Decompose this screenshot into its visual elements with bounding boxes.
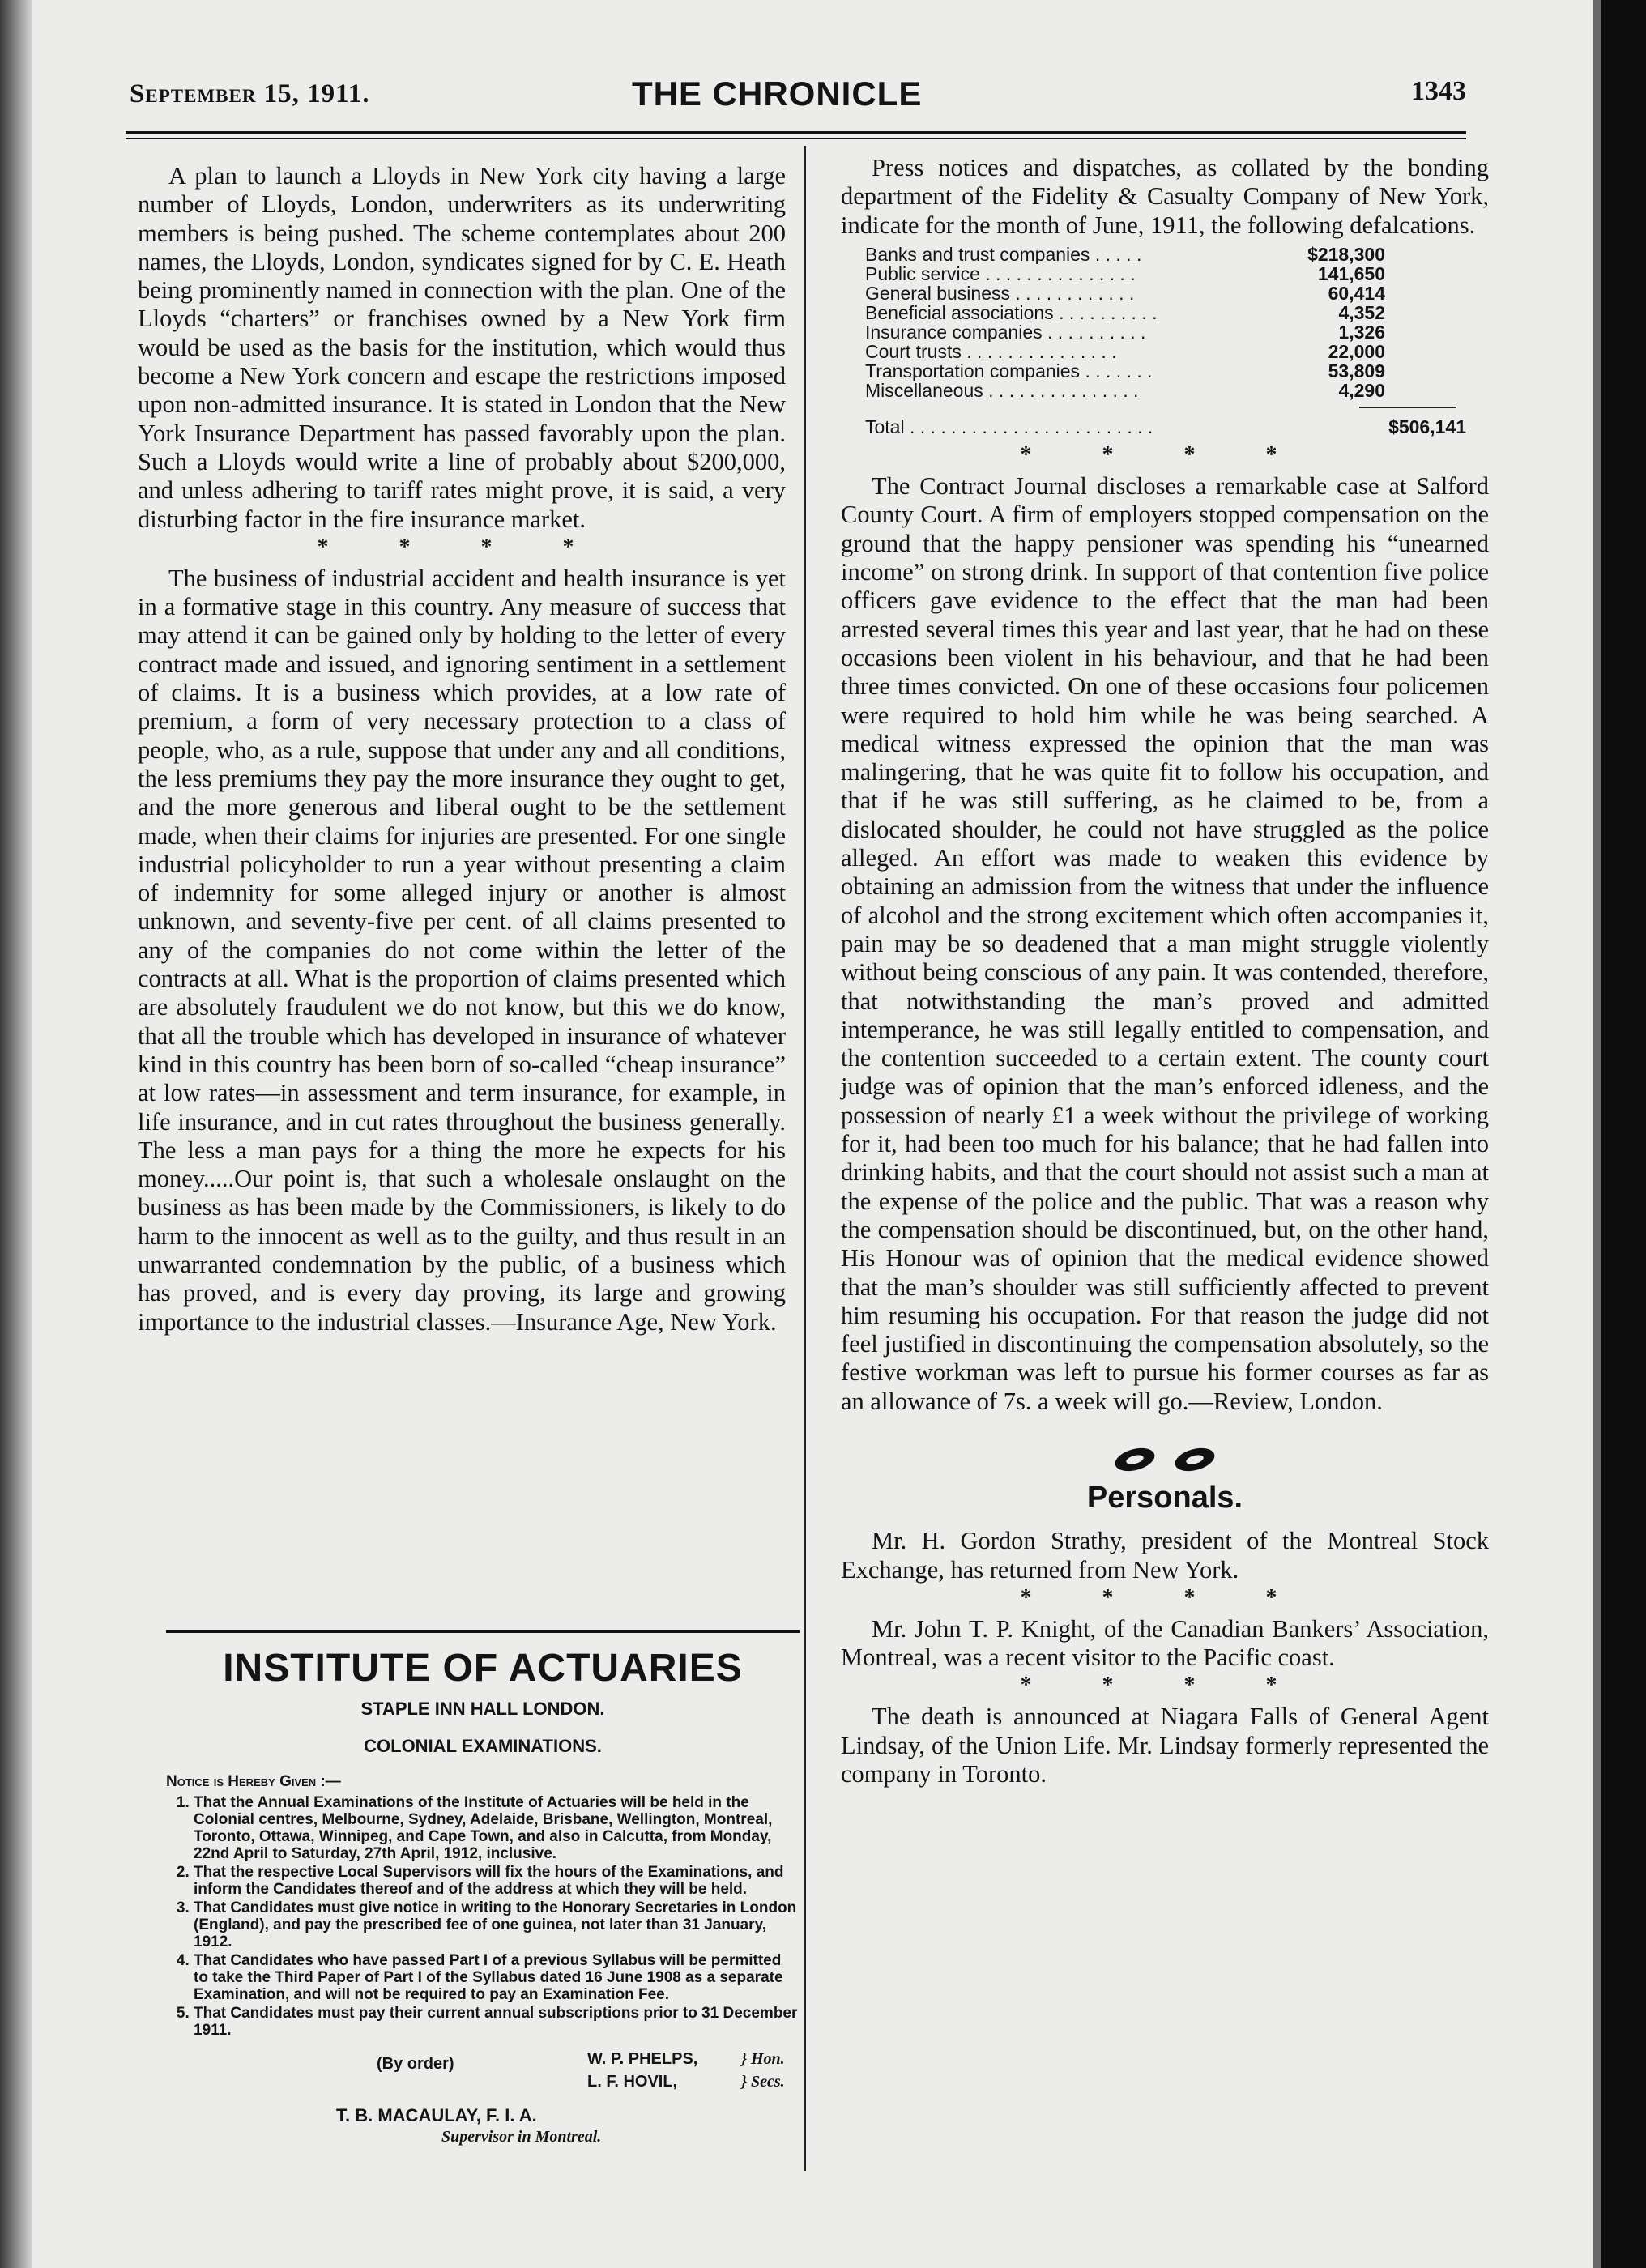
ad-notice-item: 2. That the respective Local Supervisors will fix the hours of the Examinations, and inform the Candidates thereof and of the address at which they will be held. <box>194 1864 800 1898</box>
total-amount: $506,141 <box>1388 416 1466 437</box>
defalcations-table <box>865 245 1385 400</box>
row-label: Insurance companies . . . . . . . . . . <box>865 322 1146 342</box>
advertisement-border <box>166 1630 800 1633</box>
row-amount: $218,300 <box>1307 243 1385 265</box>
industrial-insurance-article: The business of industrial accident and health insurance is yet in a formative stage in this country. Any measure of success that may attend it can be gained only by holding to the letter of every contract made and issued, and ignoring sentiment in a settlement of claims. It is a business which provides, at a low rate of premium, a form of very necessary protection to a class of people, who, as a rule, suppose that under any and all conditions, the less premiums they pay the more insurance they ought to get, and the more generous and liberal ought to be the settlement made, when their claims for injuries are presented. For one single industrial policyholder to run a year without presenting a claim of indemnity for some alleged injury or another is almost unknown, and seventy-five per cent. of all claims presented to any of the companies do not come within the letter of the contracts at all. What is the proportion of claims presented which are absolutely fraudulent we do not know, but this we do know, that all the trouble which has developed in insurance of whatever kind in this country has been born of so-called “cheap insurance” at low rates—in assessment and term insurance, for example, in life insurance, and in cut rates throughout the business generally. The less a man pays for a thing the more he expects for his money.....Our point is, that such a wholesale onslaught on the business as has been made by the Commissioners, is likely to do harm to the innocent as well as to the guilty, and thus result in an unwarranted condemnation by the public, of a business which has proved, and is every day proving, its large and growing importance to the industrial classes.—Insurance Age, New York. <box>138 564 786 1336</box>
ad-notice-list <box>166 1794 800 2039</box>
row-amount: 60,414 <box>1328 282 1385 304</box>
ornament-leaf-icon <box>1112 1444 1157 1475</box>
defalcations-intro: Press notices and dispatches, as collated by the bonding department of the Fidelity & Casualty Company of New York, indicate for the month of June, 1911, the following defalcations. <box>841 154 1489 239</box>
row-label: Transportation companies . . . . . . . <box>865 360 1153 381</box>
signer-hovil: L. F. HOVIL, <box>587 2073 678 2091</box>
page-header <box>130 71 1466 120</box>
row-amount: 4,290 <box>1338 379 1385 401</box>
column-divider <box>804 146 806 2171</box>
ad-subtitle-location: STAPLE INN HALL LONDON. <box>360 1699 605 1719</box>
ornament-leaf-icon <box>1172 1444 1217 1475</box>
section-separator: * * * * <box>1020 1584 1310 1610</box>
row-amount: 53,809 <box>1328 360 1385 382</box>
row-label: Beneficial associations . . . . . . . . . . <box>865 302 1158 322</box>
supervisor-title: Supervisor in Montreal. <box>441 2128 602 2146</box>
publication-title: THE CHRONICLE <box>632 75 923 113</box>
actuaries-advertisement <box>166 1639 800 2146</box>
ad-notice-item: 4. That Candidates who have passed Part I of a previous Syllabus will be permitted to take the Third Paper of Part I of the Syllabus dated 16 June 1908 as a separate Examination, and will not be required to pay an Examination Fee. <box>194 1952 800 2003</box>
by-order-label: (By order) <box>377 2055 454 2073</box>
ad-notice: Notice is Hereby Given :— <box>166 1773 341 1790</box>
section-separator: * * * * <box>317 534 607 560</box>
secs-label: } Secs. <box>741 2073 785 2091</box>
ad-signatures <box>166 2050 800 2099</box>
ad-subtitle-exams: COLONIAL EXAMINATIONS. <box>364 1736 602 1756</box>
contract-journal-article: The Contract Journal discloses a remarkable case at Salford County Court. A firm of employers stopped compensation on the ground that the happy pensioner was spending his “unearned income” on strong drink. In support of that contention five police officers gave evidence to the effect that the man had been arrested several times this year and last year, that he had on these occasions been violent in his behaviour, and that he had been three times convicted. On one of these occasions four policemen were required to hold him while he was being searched. A medical witness expressed the opinion that the man was malingering, that he was quite fit to follow his occupation, and that if he was still suffering, as he claimed to be, from a dislocated shoulder, he could not have struggled as the police alleged. An effort was made to weaken this evidence by obtaining an admission from the witness that under the influence of alcohol and the strong excitement which often accompanies it, pain may be so deadened that a man might struggle violently without being conscious of any pain. It was contended, therefore, that notwithstanding the man’s proved and admitted intemperance, he was still legally entitled to compensation, and the contention succeeded to a certain extent. The county court judge was of opinion that the man’s enforced idleness, and the possession of nearly £1 a week without the privilege of working for it, had been too much for his balance; that he had fallen into drinking habits, and that the court should not assist such a man at the expense of the police and the public. That was a reason why the compensation should be discontinued, but, on the other hand, His Honour was of opinion that the medical evidence showed that the man’s shoulder was still sufficiently affected to prevent him resuming his occupation. For that reason the judge did not feel justified in discontinuing the compensation absolutely, so the festive workman was left to pursue his former courses as far as an allowance of 7s. a week will go.—Review, London. <box>841 472 1489 1415</box>
supervisor-name: T. B. MACAULAY, F. I. A. <box>336 2105 537 2125</box>
personal-item: Mr. John T. P. Knight, of the Canadian Bankers’ Association, Montreal, was a recent visitor to the Pacific coast. <box>841 1614 1489 1672</box>
total-rule <box>1359 407 1456 408</box>
ad-title: INSTITUTE OF ACTUARIES <box>223 1647 743 1690</box>
table-row <box>865 342 1385 361</box>
hon-label: } Hon. <box>741 2050 785 2068</box>
table-row <box>865 264 1385 284</box>
ad-notice-item: 1. That the Annual Examinations of the Institute of Actuaries will be held in the Colonial centres, Melbourne, Sydney, Adelaide, Brisbane, Wellington, Montreal, Toronto, Ottawa, Winnipeg, and Cape Town, and also in Calcutta, from Monday, 22nd April to Saturday, 27th April, 1912, inclusive. <box>194 1794 800 1862</box>
table-row <box>865 361 1385 381</box>
row-amount: 22,000 <box>1328 340 1385 362</box>
issue-date: September 15, 1911. <box>130 79 370 109</box>
signer-phelps: W. P. PHELPS, <box>587 2050 698 2068</box>
ad-notice-item: 5. That Candidates must pay their current annual subscriptions prior to 31 December 1911. <box>194 2005 800 2039</box>
ad-notice-item: 3. That Candidates must give notice in writing to the Honorary Secretaries in London (England), and pay the prescribed fee of one guinea, not later than 31 January, 1912. <box>194 1899 800 1950</box>
row-amount: 1,326 <box>1338 321 1385 343</box>
row-label: General business . . . . . . . . . . . . <box>865 283 1135 303</box>
row-amount: 141,650 <box>1317 262 1385 284</box>
personal-item: The death is announced at Niagara Falls of General Agent Lindsay, of the Union Life. Mr. Lindsay formerly represented the company in Toronto. <box>841 1703 1489 1788</box>
section-separator: * * * * <box>1020 442 1310 468</box>
row-label: Miscellaneous . . . . . . . . . . . . . . . <box>865 380 1139 400</box>
table-row <box>865 303 1385 322</box>
table-row <box>865 381 1385 400</box>
header-rule-thin <box>126 138 1466 139</box>
row-label: Court trusts . . . . . . . . . . . . . . . <box>865 341 1117 361</box>
header-rule <box>126 131 1466 134</box>
page-edge-left <box>0 0 32 2268</box>
total-label: Total . . . . . . . . . . . . . . . . . . . . . . . . <box>865 416 1153 437</box>
lloyds-article: A plan to launch a Lloyds in New York city having a large number of Lloyds, London, underwriters as its underwriting members is being pushed. The scheme contemplates about 200 names, the Lloyds, London, syndicates signed for by C. E. Heath being prominently named in connection with the plan. One of the Lloyds “charters” or franchises owned by a New York firm would be used as the basis for the institution, which would thus become a New York concern and escape the restrictions imposed upon non-admitted insurance. It is stated in London that the New York Insurance Department has passed favorably upon the plan. Such a Lloyds would write a line of probably about $200,000, and unless adhering to tariff rates might prove, it is said, a very disturbing factor in the fire insurance market. <box>138 162 786 533</box>
table-row <box>865 322 1385 342</box>
table-row <box>865 284 1385 303</box>
row-label: Banks and trust companies . . . . . <box>865 244 1142 264</box>
personals-heading: Personals. <box>1086 1480 1243 1515</box>
page-edge-shadow <box>1593 0 1601 2268</box>
section-separator: * * * * <box>1020 1673 1310 1699</box>
table-row <box>865 245 1385 264</box>
personal-item: Mr. H. Gordon Strathy, president of the Montreal Stock Exchange, has returned from New York. <box>841 1527 1489 1584</box>
left-column <box>138 162 786 1336</box>
total-row <box>865 413 1466 441</box>
row-label: Public service . . . . . . . . . . . . . . . <box>865 263 1136 284</box>
page-edge-right <box>1601 0 1646 2268</box>
row-amount: 4,352 <box>1338 301 1385 323</box>
page-number: 1343 <box>1411 76 1466 106</box>
ornament-divider <box>841 1448 1489 1477</box>
right-column <box>841 154 1489 1788</box>
